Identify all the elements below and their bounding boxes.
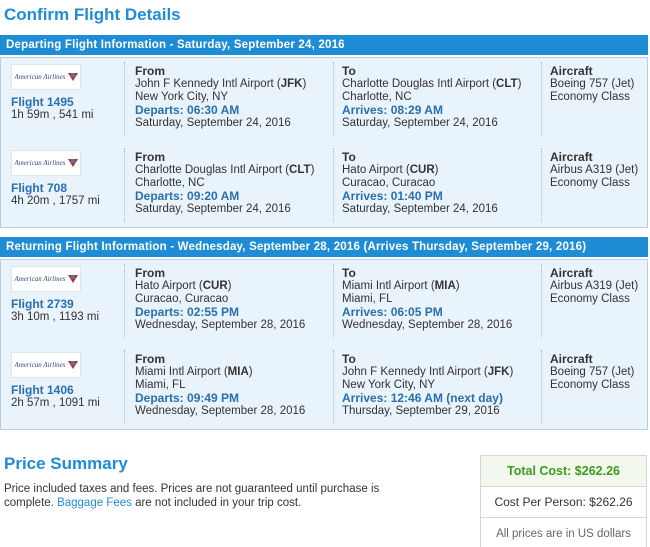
arrive-time: Arrives: 01:40 PM (342, 189, 443, 203)
flight-info (1, 346, 121, 428)
from-airport-close: ) (227, 280, 232, 292)
arrive-time: Arrives: 06:05 PM (342, 305, 443, 319)
aircraft-label: Aircraft (550, 266, 593, 280)
airline-logo-text: American Airlines (14, 73, 66, 81)
airline-logo-icon (68, 72, 78, 82)
aircraft-label: Aircraft (550, 150, 593, 164)
to-airport (342, 78, 521, 91)
currency-note: All prices are in US dollars (496, 527, 631, 540)
from-airport (135, 366, 305, 379)
from-airport-close: ) (248, 366, 253, 378)
flight-number: Flight 708 (11, 181, 68, 195)
from-airport (135, 164, 314, 177)
from-airport (135, 78, 306, 91)
aircraft-type: Airbus A319 (Jet) (550, 164, 639, 176)
divider (124, 62, 125, 136)
cabin-class: Economy Class (550, 177, 630, 189)
depart-time: Departs: 09:49 PM (135, 391, 240, 405)
divider (124, 148, 125, 222)
flight-info (1, 260, 121, 342)
from-airport-code: CUR (202, 280, 228, 292)
divider (541, 350, 542, 424)
depart-date: Saturday, September 24, 2016 (135, 117, 291, 129)
to-column (342, 58, 521, 140)
from-column (135, 58, 306, 140)
from-airport-name: John F Kennedy Intl Airport ( (135, 78, 281, 90)
to-airport-close: ) (455, 280, 460, 292)
flight-duration: 4h 20m , 1757 mi (11, 195, 100, 207)
to-city: Curacao, Curacao (342, 177, 436, 189)
divider (333, 148, 334, 222)
flight-number: Flight 1406 (11, 383, 74, 397)
departing-header: Departing Flight Information - Saturday, September 24, 2016 (0, 35, 648, 55)
to-column (342, 346, 513, 428)
page-title: Confirm Flight Details (4, 5, 181, 24)
to-airport-code: CLT (496, 78, 518, 90)
to-column (342, 260, 512, 342)
depart-date: Wednesday, September 28, 2016 (135, 405, 306, 417)
from-column (135, 144, 314, 226)
price-note-text-end: are not included in your trip cost. (131, 497, 302, 509)
to-airport-close: ) (517, 78, 522, 90)
cost-per-person: Cost Per Person: $262.26 (481, 487, 646, 518)
flight-row (1, 144, 647, 226)
to-airport (342, 164, 498, 177)
total-cost: Total Cost: $262.26 (481, 456, 646, 487)
aircraft-column (550, 346, 634, 428)
returning-flights (0, 259, 648, 430)
flight-info (1, 58, 121, 140)
aircraft-column (550, 260, 638, 342)
divider (333, 62, 334, 136)
from-airport-code: CLT (289, 164, 311, 176)
aircraft-type: Airbus A319 (Jet) (550, 280, 639, 292)
to-airport (342, 280, 512, 293)
depart-time: Departs: 06:30 AM (135, 103, 240, 117)
from-airport-close: ) (302, 78, 307, 90)
cabin-class: Economy Class (550, 379, 630, 391)
departing-flights (0, 57, 648, 228)
depart-time: Departs: 02:55 PM (135, 305, 240, 319)
aircraft-label: Aircraft (550, 352, 593, 366)
to-airport-close: ) (434, 164, 439, 176)
airline-logo-icon (68, 360, 78, 370)
flight-number: Flight 1495 (11, 95, 74, 109)
airline-logo (11, 352, 81, 378)
divider (541, 62, 542, 136)
arrive-date: Wednesday, September 28, 2016 (342, 319, 513, 331)
cabin-class: Economy Class (550, 91, 630, 103)
arrive-date: Saturday, September 24, 2016 (342, 117, 498, 129)
flight-row (1, 58, 647, 140)
cabin-class: Economy Class (550, 293, 630, 305)
airline-logo-icon (68, 274, 78, 284)
to-airport-name: John F Kennedy Intl Airport ( (342, 366, 488, 378)
to-airport (342, 366, 513, 379)
airline-logo (11, 64, 81, 90)
airline-logo-icon (68, 158, 78, 168)
to-label: To (342, 64, 356, 78)
flight-info (1, 144, 121, 226)
arrive-date: Thursday, September 29, 2016 (342, 405, 500, 417)
aircraft-column (550, 144, 638, 226)
to-city: Miami, FL (342, 293, 393, 305)
from-column (135, 346, 305, 428)
to-label: To (342, 266, 356, 280)
flight-row (1, 346, 647, 428)
to-airport-name: Charlotte Douglas Intl Airport ( (342, 78, 497, 90)
flight-duration: 3h 10m , 1193 mi (11, 311, 100, 323)
aircraft-type: Boeing 757 (Jet) (550, 366, 635, 378)
divider (333, 264, 334, 338)
to-city: New York City, NY (342, 379, 436, 391)
flight-duration: 1h 59m , 541 mi (11, 109, 94, 121)
price-note-text: Price included taxes and fees. Prices are not guaranteed until purchase is complete. (4, 483, 380, 509)
divider (124, 264, 125, 338)
depart-date: Saturday, September 24, 2016 (135, 203, 291, 215)
aircraft-label: Aircraft (550, 64, 593, 78)
to-label: To (342, 352, 356, 366)
depart-date: Wednesday, September 28, 2016 (135, 319, 306, 331)
airline-logo-text: American Airlines (14, 275, 66, 283)
from-airport-name: Charlotte Douglas Intl Airport ( (135, 164, 290, 176)
price-summary-title: Price Summary (4, 454, 128, 473)
price-note (4, 482, 384, 510)
returning-header: Returning Flight Information - Wednesday, September 28, 2016 (Arrives Thursday, September 29, 2016) (0, 237, 648, 257)
airline-logo-text: American Airlines (14, 159, 66, 167)
arrive-time: Arrives: 08:29 AM (342, 103, 443, 117)
divider (541, 148, 542, 222)
arrive-time: Arrives: 12:46 AM (next day) (342, 391, 503, 405)
divider (541, 264, 542, 338)
depart-time: Departs: 09:20 AM (135, 189, 240, 203)
from-airport-close: ) (310, 164, 315, 176)
aircraft-type: Boeing 757 (Jet) (550, 78, 635, 90)
from-label: From (135, 352, 165, 366)
from-city: Miami, FL (135, 379, 186, 391)
to-airport-name: Hato Airport ( (342, 164, 410, 176)
baggage-fees-link[interactable]: Baggage Fees (57, 497, 132, 509)
from-label: From (135, 150, 165, 164)
from-column (135, 260, 305, 342)
to-airport-code: CUR (409, 164, 435, 176)
airline-logo (11, 150, 81, 176)
airline-logo (11, 266, 81, 292)
flight-row (1, 260, 647, 342)
to-airport-code: JFK (487, 366, 510, 378)
from-airport-name: Miami Intl Airport ( (135, 366, 228, 378)
from-city: Charlotte, NC (135, 177, 205, 189)
to-column (342, 144, 498, 226)
aircraft-column (550, 58, 634, 140)
from-airport-code: JFK (280, 78, 303, 90)
divider (333, 350, 334, 424)
from-city: Curacao, Curacao (135, 293, 229, 305)
divider (124, 350, 125, 424)
arrive-date: Saturday, September 24, 2016 (342, 203, 498, 215)
airline-logo-text: American Airlines (14, 361, 66, 369)
from-label: From (135, 266, 165, 280)
to-airport-code: MIA (434, 280, 456, 292)
price-box (480, 455, 647, 547)
flight-number: Flight 2739 (11, 297, 74, 311)
to-city: Charlotte, NC (342, 91, 412, 103)
to-label: To (342, 150, 356, 164)
from-airport-code: MIA (227, 366, 249, 378)
from-city: New York City, NY (135, 91, 229, 103)
to-airport-name: Miami Intl Airport ( (342, 280, 435, 292)
from-label: From (135, 64, 165, 78)
flight-duration: 2h 57m , 1091 mi (11, 397, 100, 409)
from-airport-name: Hato Airport ( (135, 280, 203, 292)
from-airport (135, 280, 305, 293)
to-airport-close: ) (509, 366, 514, 378)
